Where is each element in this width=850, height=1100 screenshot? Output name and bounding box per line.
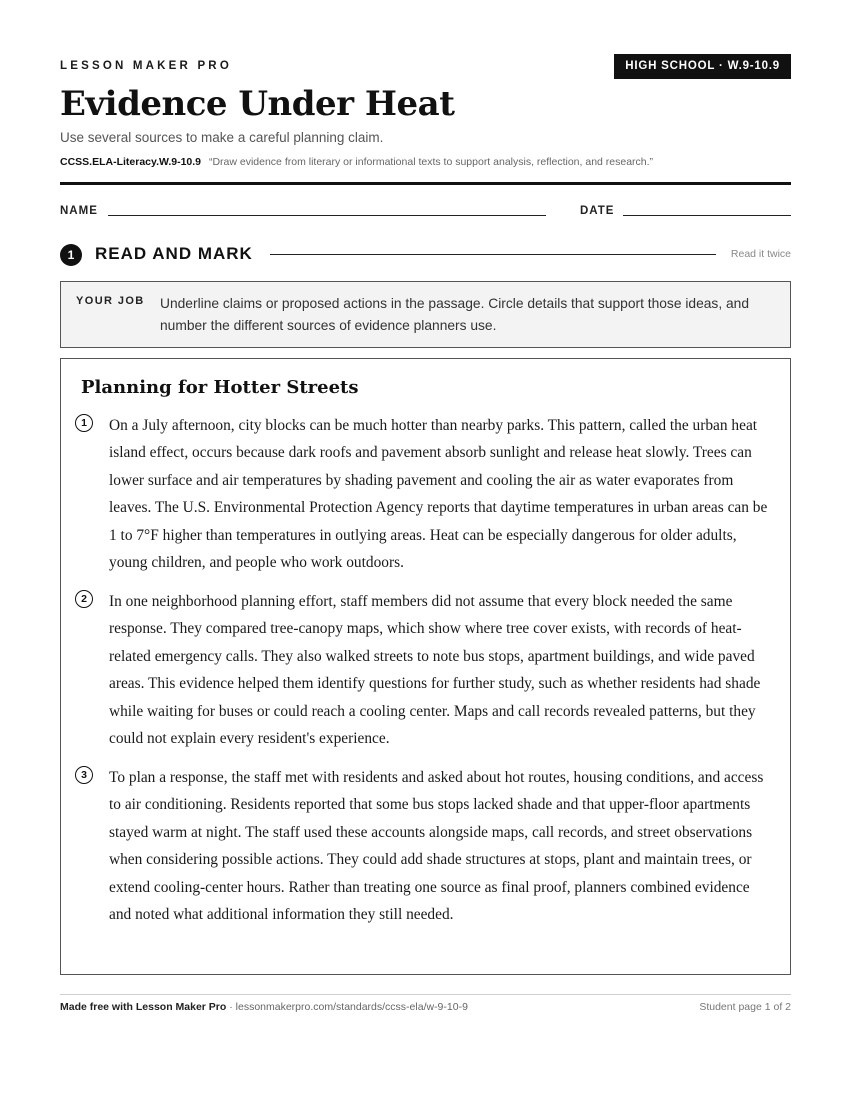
passage-paragraph (75, 412, 775, 576)
passage-box (60, 358, 791, 975)
section-number-badge: 1 (60, 244, 82, 266)
footer-separator: · (226, 1001, 236, 1013)
footer-credit (60, 1001, 468, 1013)
grade-standard-badge: HIGH SCHOOL · W.9-10.9 (614, 54, 791, 79)
job-text: Underline claims or proposed actions in the passage. Circle details that support those ideas, and number the different sources of evidence planners use. (160, 296, 750, 333)
footer-url[interactable]: lessonmakerpro.com/standards/ccss-ela/w-9-10-9 (235, 1001, 468, 1013)
job-instructions-box (60, 281, 791, 348)
date-label: DATE (580, 205, 615, 217)
name-label: NAME (60, 205, 98, 217)
paragraph-number-marker: 3 (75, 766, 93, 784)
top-bar (60, 54, 791, 80)
name-field[interactable] (108, 215, 546, 216)
passage-title: Planning for Hotter Streets (81, 377, 359, 398)
brand-name: LESSON MAKER PRO (60, 60, 232, 72)
paragraph-text: On a July afternoon, city blocks can be much hotter than nearby parks. This pattern, called the urban heat island effect, occurs because dark roofs and pavement absorb sunlight and release heat slowly. Trees can lower surface and air temperatures by shading pavement and cooling the air as water evaporates from leaves. The U.S. Environmental Protection Agency reports that daytime temperatures in urban areas can be 1 to 7°F higher than temperatures in outlying areas. Heat can be especially dangerous for older adults, young children, and people who work outdoors. (109, 417, 768, 572)
section-title: READ AND MARK (95, 244, 253, 263)
footer-divider (60, 994, 791, 995)
page-subtitle: Use several sources to make a careful planning claim. (60, 130, 384, 145)
paragraph-number-marker: 1 (75, 414, 93, 432)
header-divider (60, 182, 791, 185)
passage-paragraph (75, 588, 775, 752)
student-fields (60, 204, 791, 224)
passage-paragraph (75, 764, 775, 928)
standard-code: CCSS.ELA-Literacy.W.9-10.9 (60, 156, 202, 168)
paragraph-text: In one neighborhood planning effort, staff members did not assume that every block needed the same response. They compared tree-canopy maps, which show where tree cover exists, with records of heat-related emergency calls. They also walked streets to note bus stops, apartment buildings, and wide paved areas. This evidence helped them identify questions for further study, such as whether residents had shade while waiting for buses or could reach a cooling center. Maps and call records revealed patterns, but they could not explain every resident's experience. (109, 593, 761, 748)
section-rule (270, 254, 716, 255)
footer-made-with: Made free with Lesson Maker Pro (60, 1001, 227, 1013)
section-hint: Read it twice (730, 248, 791, 260)
job-label: YOUR JOB (76, 295, 145, 307)
standard-quote: “Draw evidence from literary or informational texts to support analysis, reflection, and research.” (208, 156, 654, 168)
section-header (60, 243, 791, 267)
paragraph-text: To plan a response, the staff met with residents and asked about hot routes, housing conditions, and access to air conditioning. Residents reported that some bus stops lacked shade and that upper-floor apartments stayed warm at night. The staff used these accounts alongside maps, call records, and street observations when considering possible actions. They could add shade structures at stops, plant and maintain trees, or extend cooling-center hours. Rather than treating one source as final proof, planners combined evidence and noted what additional information they still needed. (109, 769, 764, 924)
footer-page-number: Student page 1 of 2 (699, 1001, 791, 1013)
standard-line (60, 156, 653, 168)
paragraph-number-marker: 2 (75, 590, 93, 608)
page-title: Evidence Under Heat (60, 84, 455, 124)
date-field[interactable] (623, 215, 791, 216)
